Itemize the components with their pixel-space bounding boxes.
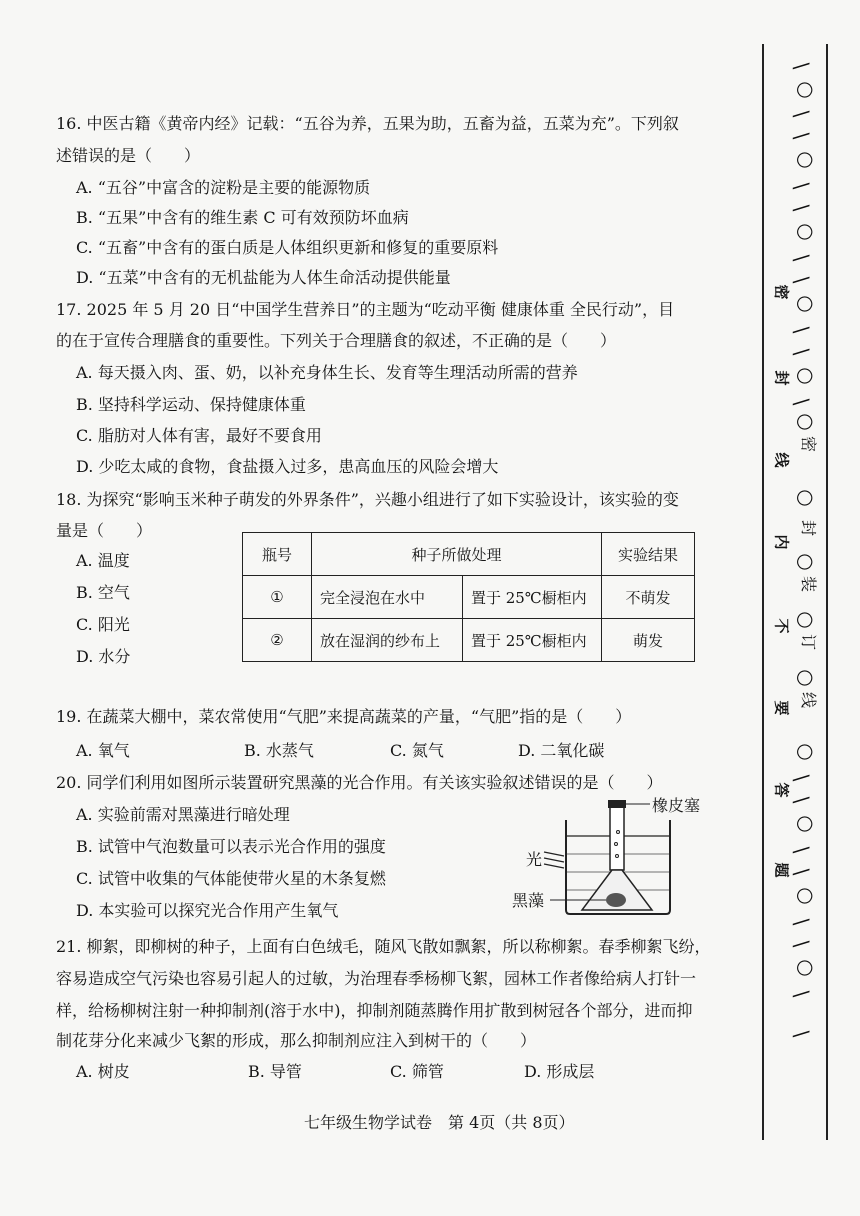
margin-dash: \ [789,276,814,284]
table-cell: 完全浸泡在水中 [312,576,463,619]
table-header-cell: 种子所做处理 [312,533,602,576]
question-16-line1: 16. 中医古籍《黄帝内经》记载：“五谷为养，五果为助，五畜为益，五菜为充”。下列叙 [56,114,679,133]
seal-word: 装 [799,575,819,593]
algae-label: 黑藻 [512,891,545,910]
q20-option-a: A. 实验前需对黑藻进行暗处理 [76,805,290,824]
seal-word: 封 [799,519,819,537]
seal-char: 内 [772,534,791,550]
q20-option-b: B. 试管中气泡数量可以表示光合作用的强度 [76,837,386,856]
margin-dash: \ [789,846,814,854]
q19-option-d: D. 二氧化碳 [518,741,605,760]
margin-circle: ○ [794,81,819,99]
margin-circle: ○ [794,413,819,431]
question-18-line2: 量是（ ） [56,521,153,540]
margin-circle: ○ [794,223,819,241]
margin-dash: \ [789,918,814,926]
table-cell: ① [243,576,312,619]
margin-dash: \ [789,204,814,212]
q21-option-d: D. 形成层 [524,1062,595,1081]
question-21-line2: 容易造成空气污染也容易引起人的过敏，为治理春季杨柳飞絮，园林工作者像给病人打针一 [56,969,697,988]
q16-option-c: C. “五畜”中含有的蛋白质是人体组织更新和修复的重要原料 [76,238,499,257]
table-cell: 放在湿润的纱布上 [312,619,463,662]
q20-option-d: D. 本实验可以探究光合作用产生氧气 [76,901,339,920]
table-header-cell: 实验结果 [602,533,695,576]
margin-circle: ○ [794,887,819,905]
margin-circle: ○ [794,959,819,977]
stopper-label: 橡皮塞 [652,796,701,815]
table-cell: 萌发 [602,619,695,662]
margin-dash: \ [789,182,814,190]
seal-char: 封 [772,370,791,386]
seal-char: 不 [772,618,791,634]
margin-circle: ○ [794,151,819,169]
question-18-line1: 18. 为探究“影响玉米种子萌发的外界条件”，兴趣小组进行了如下实验设计，该实验的变 [56,490,679,509]
question-20-line1: 20. 同学们利用如图所示装置研究黑藻的光合作用。有关该实验叙述错误的是（ ） [56,773,663,792]
q17-option-a: A. 每天摄入肉、蛋、奶，以补充身体生长、发育等生理活动所需的营养 [76,363,578,382]
q21-option-b: B. 导管 [248,1062,302,1081]
q19-option-b: B. 水蒸气 [244,741,314,760]
q18-option-d: D. 水分 [76,647,131,666]
margin-dash: \ [789,796,814,804]
seal-char: 要 [772,700,791,716]
seal-word: 订 [799,633,819,651]
table-cell: 不萌发 [602,576,695,619]
binding-line-inner [762,44,764,1140]
q18-option-c: C. 阳光 [76,615,130,634]
table-header-row [243,533,695,576]
q19-option-c: C. 氮气 [390,741,444,760]
q21-option-a: A. 树皮 [76,1062,130,1081]
margin-dash: \ [789,940,814,948]
margin-dash: \ [789,1030,814,1038]
question-21-line4: 制花芽分化来减少飞絮的形成，那么抑制剂应注入到树干的（ ） [56,1031,537,1050]
experiment-table [242,532,695,662]
page-footer: 七年级生物学试卷 第 4页（共 8页） [304,1113,575,1132]
seal-char: 密 [772,284,791,300]
q17-option-b: B. 坚持科学运动、保持健康体重 [76,395,306,414]
margin-circle: ○ [794,815,819,833]
table-header-cell: 瓶号 [243,533,312,576]
seal-word: 线 [799,691,819,709]
question-21-line3: 样，给杨柳树注射一种抑制剂(溶于水中)，抑制剂随蒸腾作用扩散到树冠各个部分，进而抑 [56,1001,693,1020]
q17-option-d: D. 少吃太咸的食物，食盐摄入过多，患高血压的风险会增大 [76,457,499,476]
light-label: 光 [526,850,543,869]
margin-dash: \ [789,326,814,334]
margin-dash: \ [789,990,814,998]
margin-circle: ○ [794,743,819,761]
question-17-line2: 的在于宣传合理膳食的重要性。下列关于合理膳食的叙述，不正确的是（ ） [56,331,617,350]
q16-option-a: A. “五谷”中富含的淀粉是主要的能源物质 [76,178,371,197]
seal-char: 线 [772,452,791,468]
table-cell: 置于 25℃橱柜内 [463,619,602,662]
q18-option-b: B. 空气 [76,583,130,602]
margin-circle: ○ [794,669,819,687]
margin-circle: ○ [794,295,819,313]
margin-dash: \ [789,774,814,782]
seal-word: 密 [799,435,819,453]
table-cell: 置于 25℃橱柜内 [463,576,602,619]
question-21-line1: 21. 柳絮，即柳树的种子，上面有白色绒毛，随风飞散如飘絮，所以称柳絮。春季柳絮飞纷， [56,937,711,956]
q21-option-c: C. 筛管 [390,1062,444,1081]
table-cell: ② [243,619,312,662]
question-19-line1: 19. 在蔬菜大棚中，菜农常使用“气肥”来提高蔬菜的产量，“气肥”指的是（ ） [56,707,632,726]
table-row [243,619,695,662]
margin-circle: ○ [794,489,819,507]
binding-line-outer [826,44,828,1140]
seal-char: 答 [772,782,791,798]
q16-option-d: D. “五菜”中含有的无机盐能为人体生命活动提供能量 [76,268,451,287]
q18-option-a: A. 温度 [76,551,130,570]
q20-option-c: C. 试管中收集的气体能使带火星的木条复燃 [76,869,386,888]
margin-dash: \ [789,132,814,140]
q19-option-a: A. 氧气 [76,741,130,760]
margin-dash: \ [789,398,814,406]
margin-dash: \ [789,110,814,118]
margin-circle: ○ [794,367,819,385]
question-17-line1: 17. 2025 年 5 月 20 日“中国学生营养日”的主题为“吃动平衡 健康体重 全民行动”，目 [56,300,675,319]
question-16-line2: 述错误的是（ ） [56,146,201,165]
seal-char: 题 [772,862,791,878]
q16-option-b: B. “五果”中含有的维生素 C 可有效预防坏血病 [76,208,409,227]
margin-dash: \ [789,868,814,876]
margin-circle: ○ [794,611,819,629]
q17-option-c: C. 脂肪对人体有害，最好不要食用 [76,426,322,445]
table-row [243,576,695,619]
margin-dash: \ [789,348,814,356]
margin-dash: \ [789,254,814,262]
margin-circle: ○ [794,553,819,571]
margin-dash: \ [789,62,814,70]
